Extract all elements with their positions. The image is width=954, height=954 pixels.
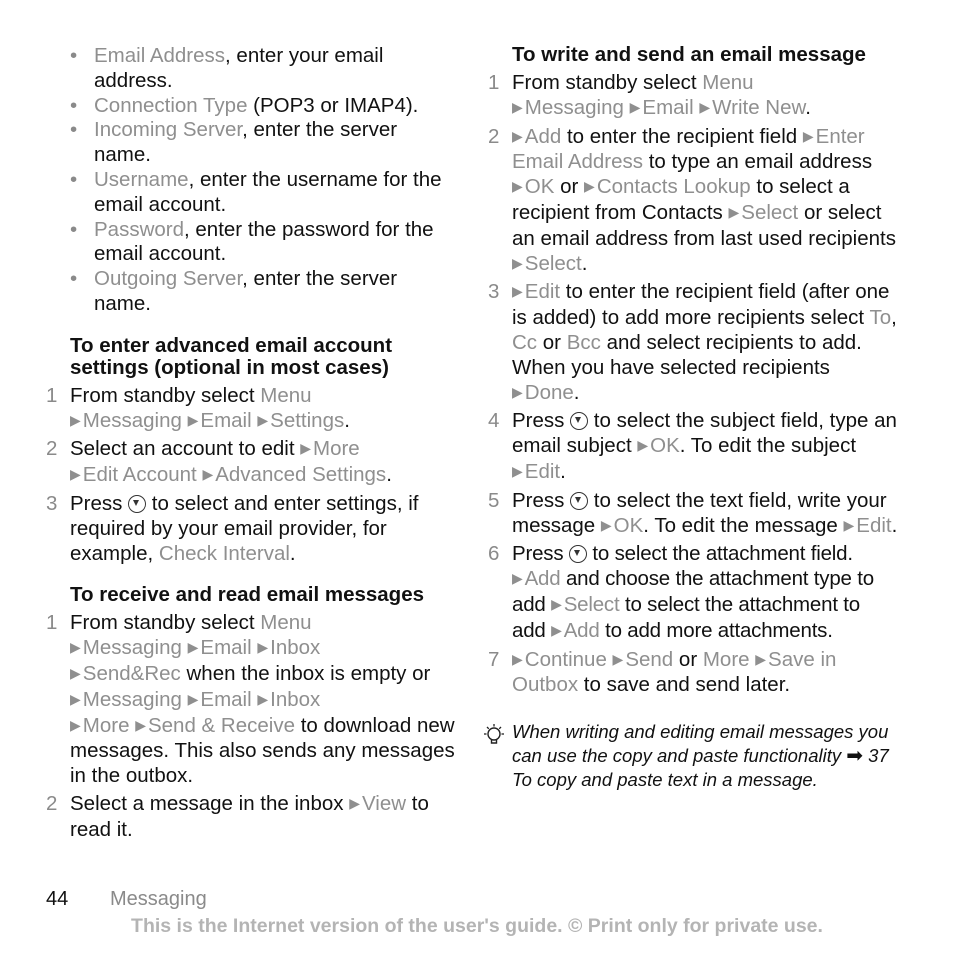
tip-note: When writing and editing email messages you can use the copy and paste functionality ➡ 37 To copy and paste text in a message. <box>488 720 898 792</box>
list-item: • Username, enter the username for the email account. <box>70 167 442 216</box>
section-name: Messaging <box>110 888 207 910</box>
step: 1 From standby select Menu ▶Messaging ▶Email ▶Write New. <box>488 71 811 119</box>
section-heading: To enter advanced email account settings (optional in most cases) <box>70 333 393 379</box>
list-item: • Password, enter the password for the email account. <box>70 217 434 266</box>
navigation-key-icon <box>570 492 588 510</box>
step: 4 Press to select the subject field, type an email subject ▶OK. To edit the subject ▶Edit. <box>488 409 897 483</box>
step: 1 From standby select Menu ▶Messaging ▶Email ▶Settings. <box>46 383 350 432</box>
step: 2 Select a message in the inbox ▶View to read it. <box>46 791 429 841</box>
copyright-notice: This is the Internet version of the user's guide. © Print only for private use. <box>131 915 823 937</box>
navigation-key-icon <box>569 545 587 563</box>
step: 2 Select an account to edit ▶More ▶Edit Account ▶Advanced Settings. <box>46 437 392 487</box>
list-item: • Email Address, enter your email address. <box>70 44 384 92</box>
navigation-key-icon <box>128 495 146 513</box>
list-item: • Incoming Server, enter the server name. <box>70 118 398 167</box>
section-heading: To write and send an email message <box>512 43 866 66</box>
lightbulb-icon <box>480 722 508 750</box>
step: 1 From standby select Menu ▶Messaging ▶Email ▶Inbox ▶Send&Rec when the inbox is empty or ▶Messaging ▶Email ▶Inbox ▶More ▶Send & Receive to download new messages. This also sends any messages in the outbox. <box>46 611 455 788</box>
section-heading: To receive and read email messages <box>70 583 425 607</box>
step: 3 Press to select and enter settings, if required by your email provider, for example, Check Interval. <box>46 491 419 565</box>
list-item: • Outgoing Server, enter the server name. <box>70 267 398 315</box>
navigation-key-icon <box>570 412 588 430</box>
step: 5 Press to select the text field, write your message ▶OK. To edit the message ▶Edit. <box>488 488 898 537</box>
step: 2 ▶Add to enter the recipient field ▶Enter Email Address to type an email address ▶OK or ▶Contacts Lookup to select a recipient from Contacts ▶Select or select an email address from last used recipients ▶Select. <box>488 124 896 275</box>
list-item: • Connection Type (POP3 or IMAP4). <box>70 93 419 117</box>
step: 3 ▶Edit to enter the recipient field (after one is added) to add more recipients select To, Cc or Bcc and select recipients to add. When you have selected recipients ▶Done. <box>488 280 897 404</box>
left-column <box>46 44 456 843</box>
page-number: 44 <box>46 888 69 910</box>
cross-reference-arrow-icon: ➡ <box>846 745 864 768</box>
right-column <box>488 44 898 792</box>
step: 6 Press to select the attachment field. ▶Add and choose the attachment type to add ▶Select to select the attachment to add ▶Add to add more attachments. <box>488 542 874 642</box>
step: 7 ▶Continue ▶Send or More ▶Save in Outbox to save and send later. <box>488 647 837 697</box>
